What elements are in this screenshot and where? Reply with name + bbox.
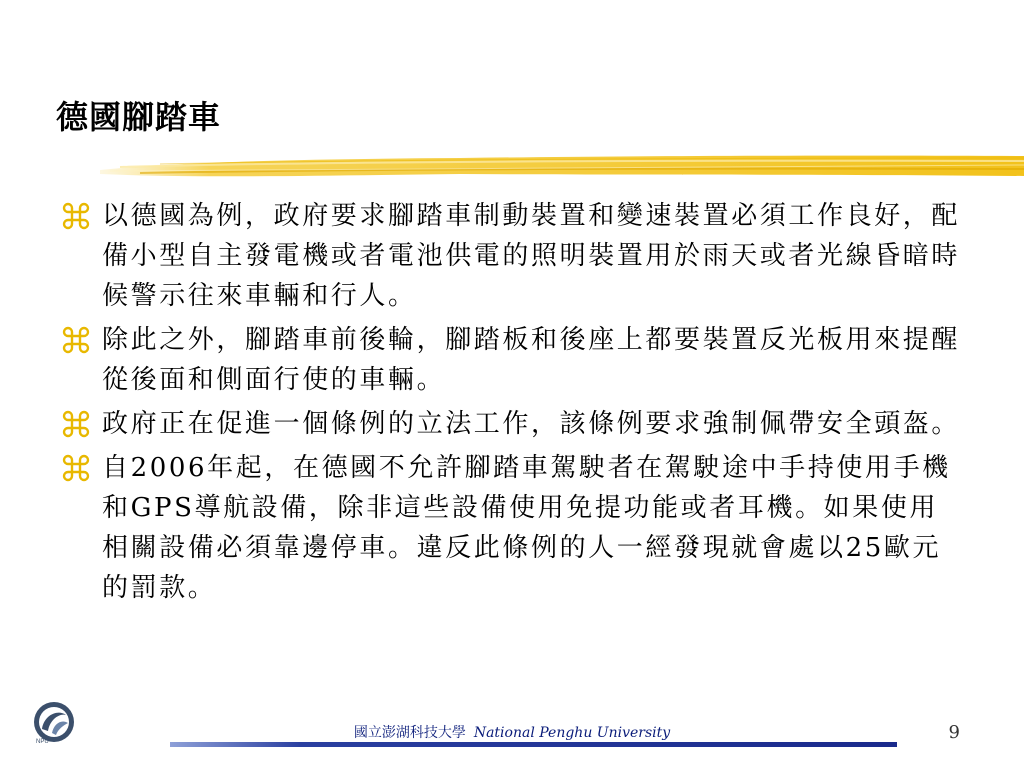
page-number: 9 bbox=[948, 722, 960, 743]
bullet-item bbox=[62, 320, 962, 400]
svg-text:NPU: NPU bbox=[36, 739, 49, 745]
bullet-text: 以德國為例，政府要求腳踏車制動裝置和變速裝置必須工作良好，配備小型自主發電機或者電池供電的照明裝置用於雨天或者光線昏暗時候警示往來車輛和行人。 bbox=[102, 201, 961, 311]
footer-university-zh: 國立澎湖科技大學 bbox=[353, 725, 466, 741]
title-brush-underline bbox=[100, 150, 1024, 186]
bullet-text: 除此之外，腳踏車前後輪，腳踏板和後座上都要裝置反光板用來提醒從後面和側面行使的車輛。 bbox=[102, 325, 961, 395]
command-key-icon bbox=[62, 326, 90, 354]
command-key-icon bbox=[62, 454, 90, 482]
slide-title: 德國腳踏車 bbox=[56, 98, 222, 136]
bullet-item bbox=[62, 196, 962, 316]
bullet-item bbox=[62, 404, 962, 444]
footer-divider bbox=[170, 742, 897, 747]
footer-university bbox=[0, 722, 1024, 742]
command-key-icon bbox=[62, 410, 90, 438]
bullet-list bbox=[62, 196, 962, 612]
bullet-text: 自2006年起，在德國不允許腳踏車駕駛者在駕駛途中手持使用手機和GPS導航設備，除非這些設備使用免提功能或者耳機。如果使用相關設備必須靠邊停車。違反此條例的人一經發現就會處以25歐元的罰款。 bbox=[102, 453, 951, 603]
footer-university-en: National Penghu University bbox=[473, 725, 671, 741]
command-key-icon bbox=[62, 202, 90, 230]
bullet-item bbox=[62, 448, 962, 608]
bullet-text: 政府正在促進一個條例的立法工作，該條例要求強制佩帶安全頭盔。 bbox=[102, 409, 961, 439]
